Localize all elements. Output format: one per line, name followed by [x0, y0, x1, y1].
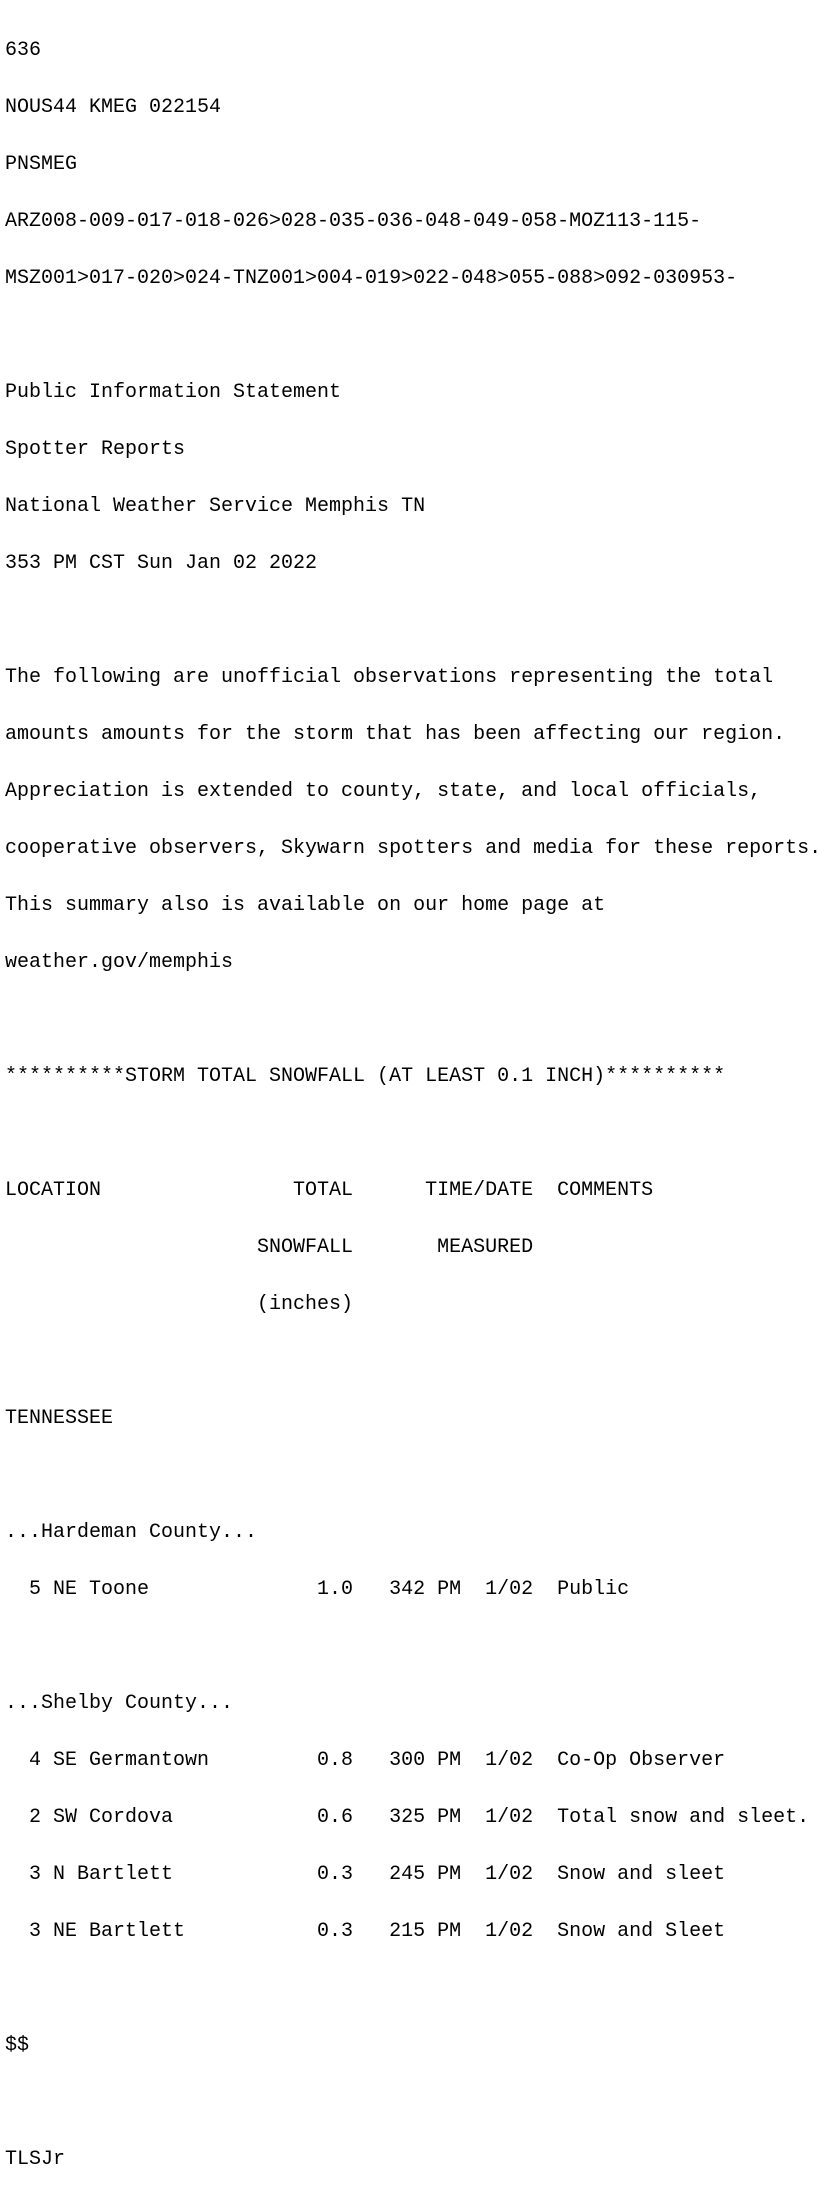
table-row: 3 NE Bartlett 0.3 215 PM 1/02 Snow and Sleet [5, 1920, 726, 1943]
intro-text-line: amounts amounts for the storm that has been affecting our region. [5, 723, 786, 746]
intro-text-line: Appreciation is extended to county, state, and local officials, [5, 780, 762, 803]
intro-text-line: The following are unofficial observations representing the total [5, 666, 774, 689]
statement-subtitle: Spotter Reports [5, 438, 186, 461]
blank-line [5, 326, 822, 345]
zone-codes-line: MSZ001>017-020>024-TNZ001>004-019>022-048>055-088>092-030953- [5, 267, 738, 290]
section-heading: **********STORM TOTAL SNOWFALL (AT LEAST 0.1 INCH)********** [5, 1065, 726, 1088]
table-row: 2 SW Cordova 0.6 325 PM 1/02 Total snow and sleet. [5, 1806, 810, 1829]
table-header-line: LOCATION TOTAL TIME/DATE COMMENTS [5, 1179, 654, 1202]
table-row: 4 SE Germantown 0.8 300 PM 1/02 Co-Op Observer [5, 1749, 726, 1772]
product-id-line: 636 [5, 39, 42, 62]
blank-line [5, 2093, 822, 2112]
blank-line [5, 1124, 822, 1143]
county-heading: ...Hardeman County... [5, 1521, 258, 1544]
website-line: weather.gov/memphis [5, 951, 234, 974]
author-signature: TLSJr [5, 2148, 66, 2171]
blank-line [5, 611, 822, 630]
issuance-time: 353 PM CST Sun Jan 02 2022 [5, 552, 318, 575]
zone-codes-line: ARZ008-009-017-018-026>028-035-036-048-049-058-MOZ113-115- [5, 210, 702, 233]
awips-id-line: PNSMEG [5, 153, 78, 176]
intro-text-line: cooperative observers, Skywarn spotters and media for these reports. [5, 837, 822, 860]
issuing-office: National Weather Service Memphis TN [5, 495, 426, 518]
intro-text-line: This summary also is available on our home page at [5, 894, 606, 917]
table-row: 3 N Bartlett 0.3 245 PM 1/02 Snow and sleet [5, 1863, 726, 1886]
statement-title: Public Information Statement [5, 381, 342, 404]
county-heading: ...Shelby County... [5, 1692, 234, 1715]
table-row: 5 NE Toone 1.0 342 PM 1/02 Public [5, 1578, 630, 1601]
blank-line [5, 1466, 822, 1485]
state-heading: TENNESSEE [5, 1407, 114, 1430]
table-header-line: SNOWFALL MEASURED [5, 1236, 534, 1259]
blank-line [5, 1979, 822, 1998]
end-marker: $$ [5, 2034, 30, 2057]
wmo-header-line: NOUS44 KMEG 022154 [5, 96, 222, 119]
blank-line [5, 1637, 822, 1656]
blank-line [5, 1010, 822, 1029]
blank-line [5, 1352, 822, 1371]
table-header-line: (inches) [5, 1293, 354, 1316]
